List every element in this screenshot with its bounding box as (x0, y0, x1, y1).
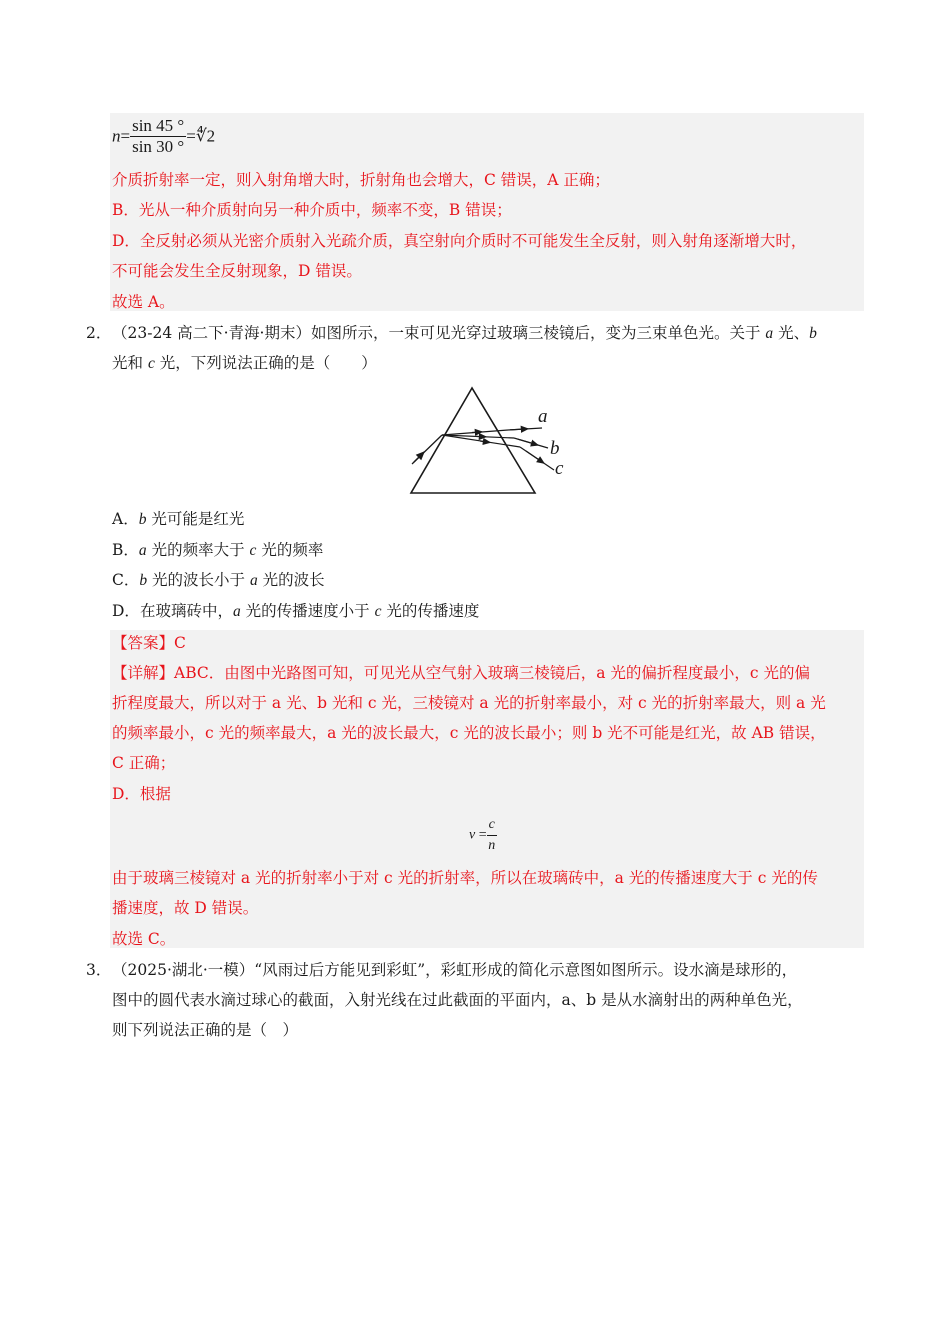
q1-line-5: 故选 A。 (112, 293, 175, 311)
q2-option-a[interactable] (112, 509, 244, 530)
option-letter: D． (112, 602, 140, 620)
explain-text: ABC．由图中光路图可知，可见光从空气射入玻璃三棱镜后，a 光的偏折程度最小，c 光的偏 (174, 664, 811, 682)
q2-formula (469, 815, 497, 856)
q2-number: 2． (86, 324, 112, 342)
q1-line-3: D．全反射必须从光密介质射入光疏介质，真空射向介质时不可能发生全反射，则入射角逐渐增大时， (112, 232, 807, 250)
option-var: b (139, 572, 148, 589)
option-var: a (232, 603, 241, 620)
q3-line-3: 则下列说法正确的是（ ） (112, 1021, 299, 1039)
option-text: 光的波长小于 (147, 571, 250, 589)
q1-line-2: B．光从一种介质射向另一种介质中，频率不变，B 错误； (112, 201, 512, 219)
q2-explain-line-2: 折程度最大，所以对于 a 光、b 光和 c 光，三棱镜对 a 光的折射率最小，对 c 光的折射率最大，则 a 光 (112, 694, 826, 712)
prism-figure (400, 380, 580, 500)
q2-stem-text-mid: 光、 (773, 324, 810, 342)
option-text-2: 光的传播速度 (381, 602, 480, 620)
q1-formula-eq2: = (186, 126, 196, 146)
option-var: b (138, 511, 147, 528)
q2-stem-line-2 (112, 353, 377, 374)
label-a: a (538, 406, 548, 427)
q2-formula-eq: = (478, 827, 487, 843)
q1-formula (112, 116, 215, 157)
q2-option-c[interactable] (112, 570, 325, 591)
q1-formula-eq1: = (120, 126, 131, 146)
q2-formula-numerator: c (487, 815, 497, 836)
q3-number: 3． (86, 961, 112, 979)
option-letter: A． (112, 510, 139, 528)
q2-stem-text-3: 光，下列说法正确的是（ ） (154, 354, 377, 372)
prism-triangle (411, 388, 535, 493)
option-letter: B． (112, 541, 139, 559)
q1-formula-numerator: sin 45 ° (132, 116, 185, 135)
q2-after-line-1: 由于玻璃三棱镜对 a 光的折射率小于对 c 光的折射率，所以在玻璃砖中，a 光的传播速度大于 c 光的传 (112, 869, 818, 887)
option-var-2: c (249, 542, 257, 559)
q2-stem-text-2: 光和 (112, 354, 148, 372)
q2-stem-text: （23-24 高二下·青海·期末）如图所示，一束可见光穿过玻璃三棱镜后，变为三束单色光。关于 (112, 324, 766, 342)
explain-label: 【详解】 (112, 664, 175, 682)
q2-formula-lhs: v (469, 827, 476, 843)
q2-explain-line-1 (112, 663, 810, 683)
q2-after-line-3: 故选 C。 (112, 930, 176, 948)
q1-line-4: 不可能会发生全反射现象，D 错误。 (112, 262, 362, 280)
option-text: 光的传播速度小于 (240, 602, 375, 620)
option-letter: C． (112, 571, 140, 589)
q2-formula-fraction (487, 815, 497, 856)
q2-option-b[interactable] (112, 540, 323, 561)
option-text: 光的频率大于 (146, 541, 250, 559)
q1-formula-fraction (130, 116, 186, 157)
q3-line-2: 图中的圆代表水滴过球心的截面，入射光线在过此截面的平面内，a、b 是从水滴射出的两种单色光， (112, 991, 803, 1009)
q2-answer: 【答案】C (112, 634, 186, 652)
label-b: b (550, 438, 560, 459)
q3-line-1: （2025·湖北·一模）“风雨过后方能见到彩虹”，彩虹形成的简化示意图如图所示。设水滴是球形的， (112, 961, 798, 979)
label-c: c (555, 458, 564, 479)
q2-explain-line-3: 的频率最小，c 光的频率最大，a 光的波长最大，c 光的波长最小；则 b 光不可能是红光，故 AB 错误， (112, 724, 826, 742)
q1-formula-result: ∜2 (195, 126, 216, 146)
q2-explain-line-4: C 正确； (112, 754, 176, 772)
option-text: 光可能是红光 (146, 510, 245, 528)
option-text-2: 光的频率 (256, 541, 324, 559)
q2-stem-line-1 (112, 323, 817, 344)
q2-var-a: a (765, 325, 774, 342)
q1-line-1: 介质折射率一定，则入射角增大时，折射角也会增大，C 错误，A 正确； (112, 171, 610, 189)
option-pre: 在玻璃砖中， (139, 602, 233, 620)
q1-formula-denominator: sin 30 ° (132, 137, 185, 156)
q2-explain-line-5: D．根据 (112, 785, 171, 803)
q2-after-line-2: 播速度，故 D 错误。 (112, 899, 259, 917)
q2-formula-denominator: n (488, 838, 496, 853)
q2-var-c: c (147, 355, 155, 372)
q2-option-d[interactable] (112, 601, 479, 622)
option-var: a (138, 542, 147, 559)
option-var-2: a (249, 572, 258, 589)
q2-var-b: b (809, 325, 817, 342)
q1-formula-lhs: n (112, 126, 121, 146)
option-var-2: c (374, 603, 382, 620)
option-text-2: 光的波长 (257, 571, 325, 589)
